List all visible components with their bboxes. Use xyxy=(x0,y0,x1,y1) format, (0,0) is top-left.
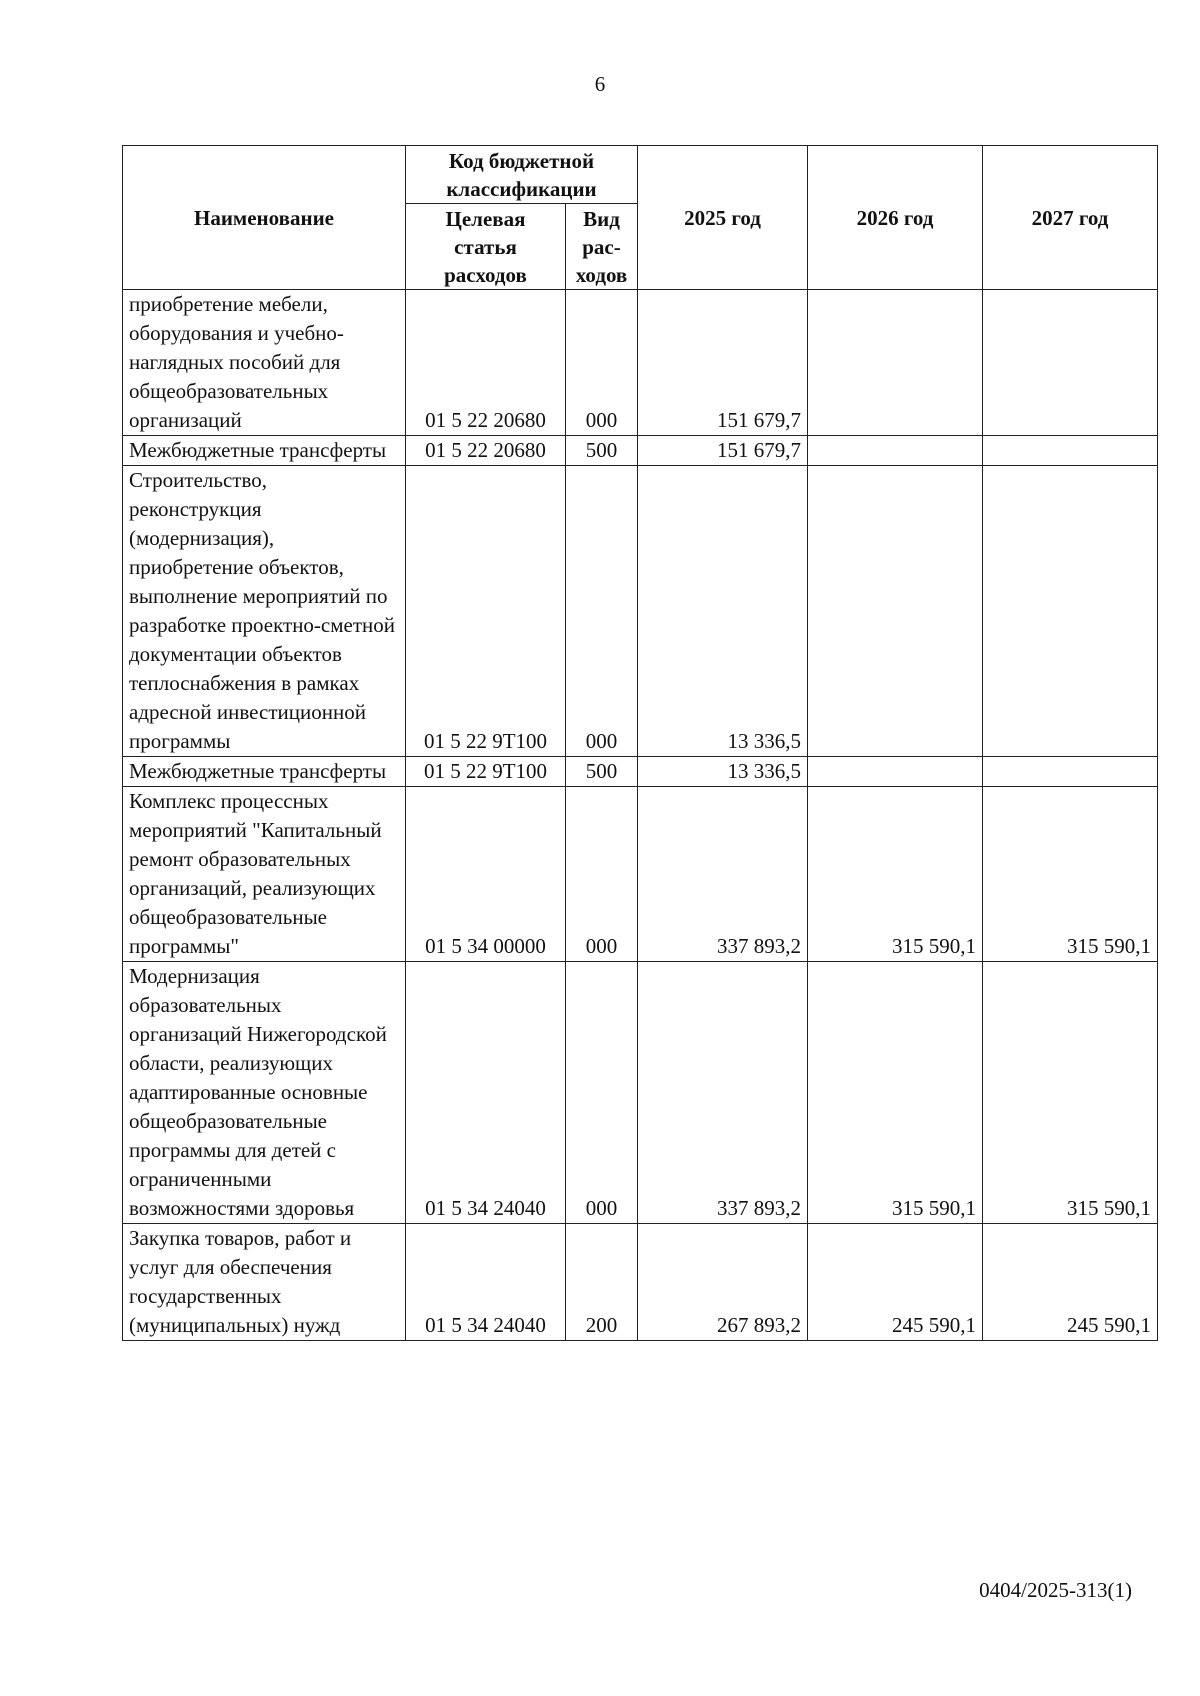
header-target-article: Целевая статья расходов xyxy=(406,204,566,290)
row-name: приобретение мебели, оборудования и учебно-наглядных пособий для общеобразовательных организаций xyxy=(123,290,406,436)
row-name: Строительство, реконструкция (модернизация), приобретение объектов, выполнение мероприятий по разработке проектно-сметной документации объектов теплоснабжения в рамках адресной инвестиционной программы xyxy=(123,466,406,757)
row-2025: 337 893,2 xyxy=(638,962,808,1224)
row-2027 xyxy=(983,757,1158,787)
row-expense-type: 000 xyxy=(566,290,638,436)
table-row xyxy=(123,466,1158,757)
row-expense-type: 000 xyxy=(566,962,638,1224)
row-2025: 151 679,7 xyxy=(638,290,808,436)
header-code-group: Код бюджетной классификации xyxy=(406,146,638,204)
row-2025: 267 893,2 xyxy=(638,1224,808,1341)
table-body xyxy=(123,290,1158,1341)
row-target-article: 01 5 22 20680 xyxy=(406,290,566,436)
row-2026: 315 590,1 xyxy=(808,787,983,962)
header-2026: 2026 год xyxy=(808,146,983,290)
row-target-article: 01 5 22 9Т100 xyxy=(406,466,566,757)
header-name: Наименование xyxy=(123,146,406,290)
row-2027 xyxy=(983,436,1158,466)
table-row xyxy=(123,757,1158,787)
budget-table xyxy=(122,145,1158,1341)
row-target-article: 01 5 22 20680 xyxy=(406,436,566,466)
row-expense-type: 000 xyxy=(566,787,638,962)
row-name: Межбюджетные трансферты xyxy=(123,757,406,787)
row-name: Комплекс процессных мероприятий "Капитальный ремонт образовательных организаций, реализующих общеобразовательные программы" xyxy=(123,787,406,962)
row-2026 xyxy=(808,436,983,466)
table-row xyxy=(123,436,1158,466)
row-2025: 13 336,5 xyxy=(638,757,808,787)
row-2025: 337 893,2 xyxy=(638,787,808,962)
row-2025: 151 679,7 xyxy=(638,436,808,466)
row-2027: 245 590,1 xyxy=(983,1224,1158,1341)
row-expense-type: 500 xyxy=(566,757,638,787)
row-2026: 245 590,1 xyxy=(808,1224,983,1341)
table-row xyxy=(123,1224,1158,1341)
table-header xyxy=(123,146,1158,290)
row-name: Межбюджетные трансферты xyxy=(123,436,406,466)
row-expense-type: 500 xyxy=(566,436,638,466)
row-name: Закупка товаров, работ и услуг для обеспечения государственных (муниципальных) нужд xyxy=(123,1224,406,1341)
row-2026 xyxy=(808,757,983,787)
row-2026 xyxy=(808,466,983,757)
row-name: Модернизация образовательных организаций Нижегородской области, реализующих адаптированные основные общеобразовательные программы для детей с ограниченными возможностями здоровья xyxy=(123,962,406,1224)
row-2025: 13 336,5 xyxy=(638,466,808,757)
row-2027 xyxy=(983,466,1158,757)
row-expense-type: 000 xyxy=(566,466,638,757)
row-target-article: 01 5 22 9Т100 xyxy=(406,757,566,787)
table-row xyxy=(123,962,1158,1224)
row-2026 xyxy=(808,290,983,436)
row-2026: 315 590,1 xyxy=(808,962,983,1224)
row-target-article: 01 5 34 00000 xyxy=(406,787,566,962)
row-target-article: 01 5 34 24040 xyxy=(406,962,566,1224)
header-2025: 2025 год xyxy=(638,146,808,290)
header-2027: 2027 год xyxy=(983,146,1158,290)
page-number: 6 xyxy=(594,72,606,96)
document-code: 0404/2025-313(1) xyxy=(979,1578,1132,1602)
row-2027: 315 590,1 xyxy=(983,962,1158,1224)
table-row xyxy=(123,290,1158,436)
row-expense-type: 200 xyxy=(566,1224,638,1341)
row-2027 xyxy=(983,290,1158,436)
row-target-article: 01 5 34 24040 xyxy=(406,1224,566,1341)
header-expense-type: Вид рас-ходов xyxy=(566,204,638,290)
table-row xyxy=(123,787,1158,962)
row-2027: 315 590,1 xyxy=(983,787,1158,962)
